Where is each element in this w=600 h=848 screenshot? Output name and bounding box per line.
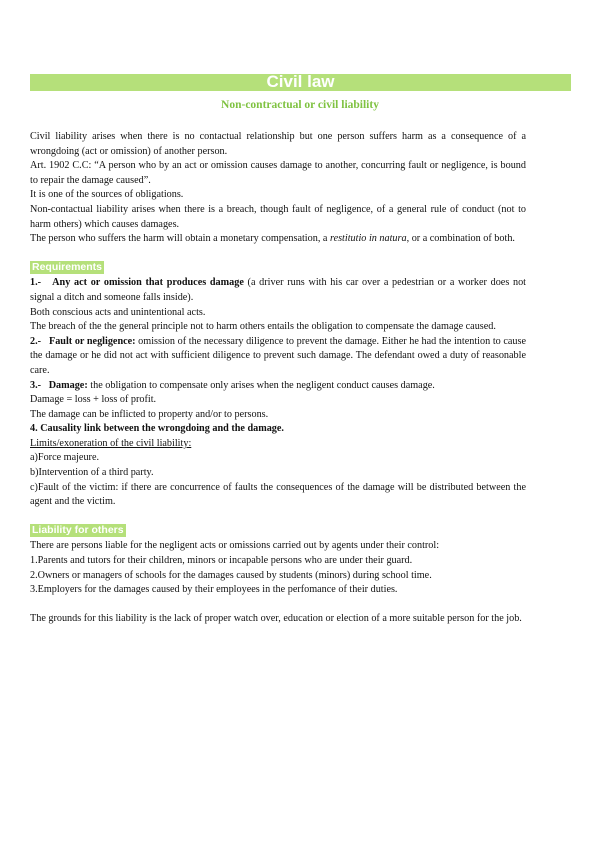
grounds-paragraph: The grounds for this liability is the lack of proper watch over, education or election of a more suitable person for the job. bbox=[30, 613, 522, 625]
requirement-note: Damage = loss + loss of profit. bbox=[30, 394, 157, 406]
compensation-text: The person who suffers the harm will obtain a monetary compensation, a bbox=[30, 233, 330, 245]
intro-paragraph: It is one of the sources of obligations. bbox=[30, 189, 184, 201]
article-quote: Art. 1902 C.C: “A person who by an act or omission causes damage to another, concurring fault or negligence, is bound to repair the damage caused”. bbox=[30, 160, 526, 186]
requirement-note: Both conscious acts and unintentional acts. bbox=[30, 306, 206, 318]
requirement-item: 1.- Any act or omission that produces damage (a driver runs with his car over a pedestrian or a worker does not signal a ditch and someone falls inside). bbox=[30, 277, 527, 303]
title-bar bbox=[30, 74, 571, 91]
compensation-text: , or a combination of both. bbox=[406, 233, 515, 245]
requirement-item: 2.- Fault or negligence: omission of the necessary diligence to prevent the damage. Either he had the intention to cause the damage or he did not act with sufficient diligence to prevent such damage. The defendant owed a duty of reasonable care. bbox=[30, 335, 527, 376]
page-title: Civil law bbox=[266, 72, 335, 91]
compensation-paragraph bbox=[30, 232, 526, 247]
liability-item: 1.Parents and tutors for their children, minors or incapable persons who are under their guard. bbox=[30, 555, 413, 567]
requirements-heading: Requirements bbox=[32, 261, 103, 274]
liability-item: 3.Employers for the damages caused by their employees in the perfomance of their duties. bbox=[30, 584, 398, 596]
limit-item: a)Force majeure. bbox=[30, 452, 100, 464]
liability-item: 2.Owners or managers of schools for the damages caused by students (minors) during school time. bbox=[30, 569, 432, 581]
document-body bbox=[30, 130, 526, 627]
page-subtitle: Non-contractual or civil liability bbox=[221, 99, 379, 111]
requirement-item: 3.- Damage: the obligation to compensate only arises when the negligent conduct causes damage. bbox=[30, 379, 435, 391]
liability-intro: There are persons liable for the negligent acts or omissions carried out by agents under their control: bbox=[30, 540, 440, 552]
liability-others-heading: Liability for others bbox=[32, 524, 124, 537]
intro-paragraph: Civil liability arises when there is no contactual relationship but one person suffers harm as a consequence of a wrongdoing (act or omission) of another person. bbox=[30, 131, 526, 157]
limit-item: b)Intervention of a third party. bbox=[30, 467, 154, 479]
limit-item: c)Fault of the victim: if there are concurrence of faults the consequences of the damage will be distributed between the agent and the victim. bbox=[30, 481, 526, 508]
latin-term: restitutio in natura bbox=[329, 233, 407, 245]
limits-heading: Limits/exoneration of the civil liability: bbox=[30, 437, 192, 449]
intro-paragraph: Non-contactual liability arises when there is a breach, though fault of negligence, of a general rule of conduct (not to harm others) which causes damages. bbox=[30, 203, 526, 230]
requirement-note: The breach of the the general principle not to harm others entails the obligation to compensate the damage caused. bbox=[30, 321, 496, 333]
requirement-item: 4. Causality link between the wrongdoing and the damage. bbox=[30, 423, 284, 435]
requirement-note: The damage can be inflicted to property and/or to persons. bbox=[30, 408, 269, 420]
